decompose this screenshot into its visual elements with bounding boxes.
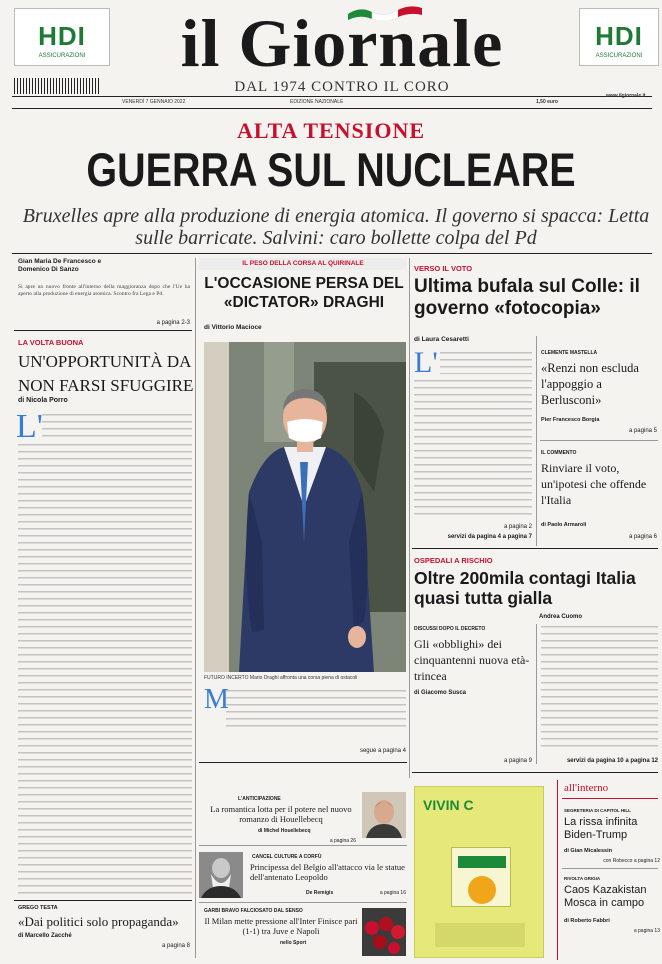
- left-bottom-kicker: GREGO TESTA: [18, 905, 58, 911]
- interno2-ref[interactable]: a pagina 13: [633, 928, 660, 934]
- interno1-headline[interactable]: La rissa infinita Biden-Trump: [564, 816, 638, 841]
- bottom1-byline: di Michel Houellebecq: [258, 828, 311, 834]
- leopoldo-photo[interactable]: [199, 852, 243, 898]
- barcode: [14, 78, 100, 94]
- lead-subhead: Bruxelles apre alla produzione di energia atomica. Il governo si spacca: Letta sulle barricate. Salvini: caro bollette colpa del Pd: [22, 205, 650, 249]
- right-drop-cap: L': [414, 346, 438, 379]
- center-headline[interactable]: L'OCCASIONE PERSA DEL «DICTATOR» DRAGHI: [204, 275, 404, 311]
- lead-ref[interactable]: a pagina 2-3: [156, 320, 190, 326]
- side2-headline[interactable]: Rinviare il voto, un'ipotesi che offende l'Italia: [541, 461, 647, 507]
- lead-byline: Gian Maria De Francesco e Domenico Di Sanzo: [18, 258, 102, 273]
- lead-kicker: ALTA TENSIONE: [236, 118, 426, 143]
- website[interactable]: www.ilgiornale.it: [606, 93, 646, 99]
- left-body: [18, 444, 192, 896]
- top-left-ad[interactable]: [14, 8, 110, 66]
- ad-brand: VIVIN C: [423, 797, 474, 813]
- masthead-tagline: DAL 1974 CONTRO IL CORO: [234, 79, 450, 95]
- center-drop-cap: M: [204, 684, 229, 715]
- right-kicker: VERSO IL VOTO: [414, 264, 473, 273]
- center-kicker: IL PESO DELLA CORSA AL QUIRINALE: [242, 260, 364, 267]
- interno1-byline: di Gian Micalessin: [564, 848, 612, 854]
- draghi-photo[interactable]: [204, 342, 406, 672]
- center-byline: di Vittorio Macioce: [204, 324, 262, 331]
- football-photo[interactable]: [362, 908, 406, 956]
- side1-byline: Pier Francesco Borgia: [541, 417, 600, 423]
- covid-body: [541, 626, 658, 752]
- left-byline: di Nicola Porro: [18, 397, 68, 404]
- lead-summary: Si apre un nuovo fronte all'interno della maggioranza dopo che l'Ue ha aperto alla produzione di energia atomica. Scontro fra Lega e Pd.: [18, 284, 190, 297]
- left-bottom-byline: di Marcello Zacché: [18, 933, 72, 939]
- vivinc-ad[interactable]: [414, 786, 544, 958]
- ad-sub: ASSICURAZIONI: [595, 53, 643, 59]
- bottom1-headline[interactable]: La romantica lotta per il potere nel nuovo romanzo di Houellebecq: [210, 804, 352, 824]
- covid-sub-ref[interactable]: a pagina 9: [503, 758, 532, 764]
- bottom2-ref[interactable]: a pagina 16: [379, 890, 406, 896]
- right-body: [414, 380, 532, 518]
- interno-box: [557, 780, 660, 960]
- right-byline: di Laura Cesaretti: [414, 336, 469, 343]
- price: 1,50 euro: [536, 99, 558, 105]
- interno2-byline: di Roberto Fabbri: [564, 918, 610, 924]
- houellebecq-photo[interactable]: [362, 792, 406, 838]
- left-drop-cap: L': [16, 408, 43, 445]
- side1-ref[interactable]: a pagina 5: [628, 428, 657, 434]
- bottom2-kicker: CANCEL CULTURE A CORFÙ: [252, 854, 322, 860]
- ad-brand: HDI: [38, 21, 86, 51]
- right-body: [440, 352, 532, 374]
- left-bottom-headline[interactable]: «Dai politici solo propaganda»: [18, 914, 179, 929]
- bottom3-byline: nello Sport: [280, 940, 307, 946]
- lead-headline[interactable]: GUERRA SUL NUCLEARE: [86, 143, 576, 196]
- interno-label: all'interno: [564, 782, 609, 794]
- covid-sub-byline: di Giacomo Susca: [414, 690, 467, 696]
- right-ref-2[interactable]: servizi da pagina 4 a pagina 7: [447, 534, 532, 540]
- covid-byline: Andrea Cuomo: [539, 614, 583, 620]
- bottom3-headline[interactable]: Il Milan mette pressione all'Inter Finisce pari (1-1) tra Juve e Napoli: [204, 916, 358, 936]
- side2-ref[interactable]: a pagina 6: [628, 534, 657, 540]
- ad-box-graphic: [451, 847, 511, 907]
- interno2-headline[interactable]: Caos Kazakistan Mosca in campo: [564, 884, 647, 909]
- bottom2-byline: De Remigis: [306, 890, 334, 896]
- left-bottom-ref[interactable]: a pagina 8: [161, 943, 190, 949]
- left-headline[interactable]: UN'OPPORTUNITÀ DA NON FARSI SFUGGIRE: [18, 352, 194, 395]
- interno1-ref[interactable]: con Robecco a pagina 12: [603, 858, 660, 864]
- interno2-kicker: RIVOLTA GRIGIA: [564, 876, 601, 881]
- side2-byline: di Paolo Armaroli: [541, 522, 587, 528]
- bottom1-kicker: L'ANTICIPAZIONE: [238, 796, 281, 802]
- bottom2-headline[interactable]: Principessa del Belgio all'attacco via le statue dell'antenato Leopoldo: [250, 862, 405, 882]
- left-kicker: LA VOLTA BUONA: [18, 338, 84, 347]
- ad-brand: HDI: [595, 21, 643, 51]
- covid-kicker: OSPEDALI A RISCHIO: [414, 556, 493, 565]
- side1-headline[interactable]: «Renzi non escluda l'appoggio a Berlusconi»: [541, 361, 639, 407]
- covid-sub-kicker: DISCUSSI DOPO IL DECRETO: [414, 626, 486, 632]
- ad-sub: ASSICURAZIONI: [38, 53, 86, 59]
- top-right-ad[interactable]: [579, 8, 659, 66]
- covid-sub-headline[interactable]: Gli «obblighi» dei cinquantenni nuova età-trincea: [414, 637, 530, 683]
- left-body: [42, 414, 192, 442]
- photo-caption: FUTURO INCERTO Mario Draghi affronta una corsa piena di ostacoli: [204, 675, 358, 681]
- side1-kicker: CLEMENTE MASTELLA: [541, 350, 598, 356]
- right-headline[interactable]: Ultima bufala sul Colle: il governo «fotocopia»: [414, 276, 640, 319]
- edition-line: EDIZIONE NAZIONALE: [290, 99, 344, 105]
- covid-headline[interactable]: Oltre 200mila contagi Italia quasi tutta gialla: [414, 568, 636, 608]
- side2-kicker: IL COMMENTO: [541, 450, 577, 456]
- interno1-kicker: SEGRETERIA DI CAPITOL HILL: [564, 808, 631, 813]
- right-ref[interactable]: a pagina 2: [503, 524, 532, 530]
- covid-ref[interactable]: servizi da pagina 10 a pagina 12: [566, 758, 658, 764]
- center-ref[interactable]: segue a pagina 4: [359, 748, 406, 754]
- date-line: VENERDÌ 7 GENNAIO 2022: [122, 99, 186, 105]
- center-body: [226, 690, 406, 732]
- bottom3-kicker: GARBI BRAVO FALCIOSATO DAL SENSO: [204, 908, 303, 914]
- bottom1-ref[interactable]: a pagina 26: [329, 838, 356, 844]
- masthead-title: il Giornale: [180, 5, 504, 81]
